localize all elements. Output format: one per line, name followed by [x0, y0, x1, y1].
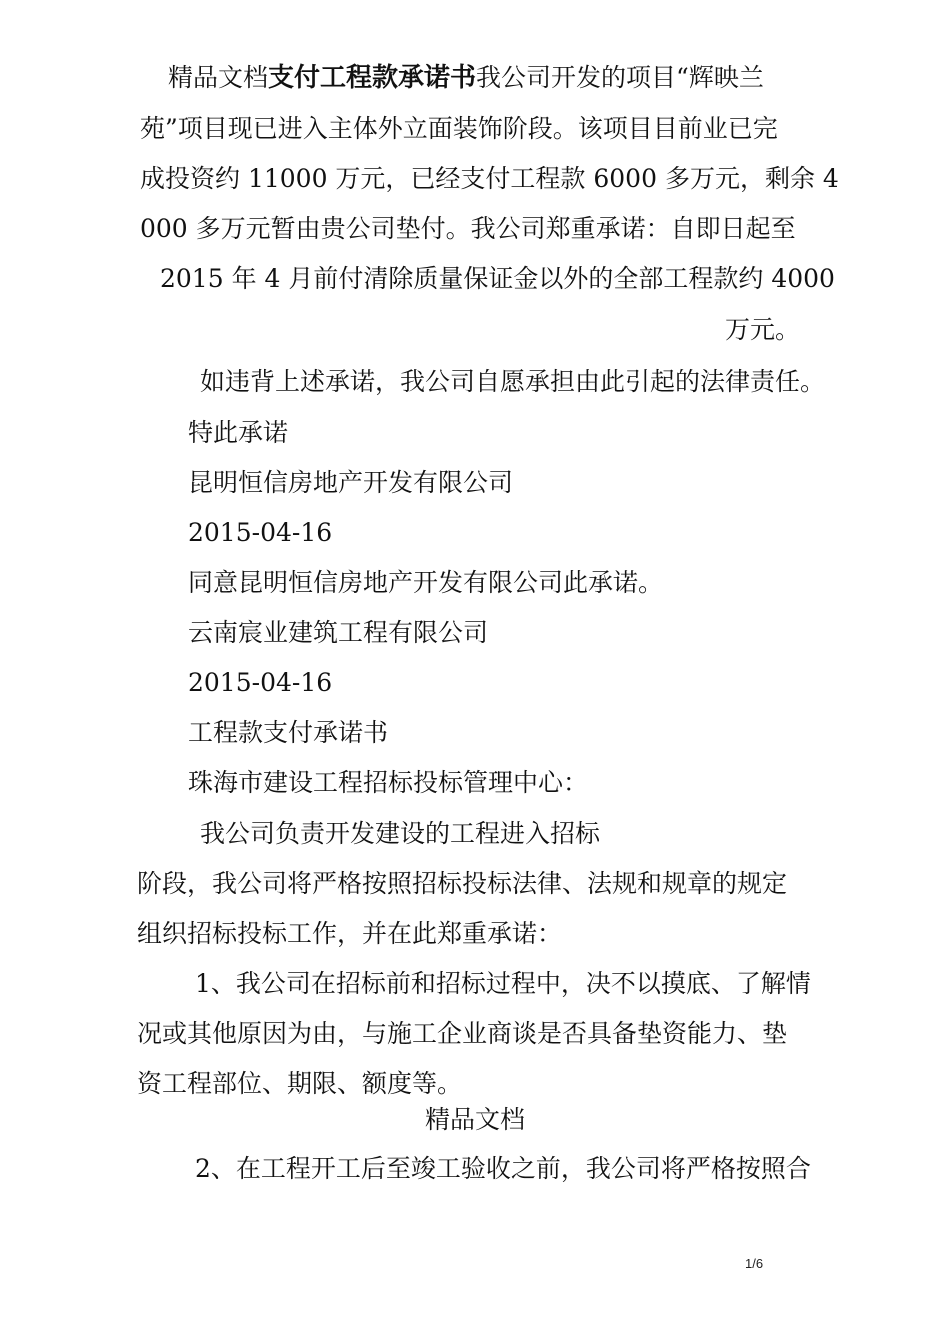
- paragraph-line: 苑”项目现已进入主体外立面装饰阶段。该项目目前业已完: [140, 114, 778, 143]
- paragraph-line: 况或其他原因为由，与施工企业商谈是否具备垫资能力、垫: [137, 1019, 788, 1048]
- paragraph-line: 我公司负责开发建设的工程进入招标: [200, 819, 601, 848]
- footer-label: 精品文档: [425, 1105, 526, 1134]
- second-letter-title: 工程款支付承诺书: [188, 718, 389, 747]
- paragraph-line: 组织招标投标工作，并在此郑重承诺：: [137, 919, 563, 948]
- paragraph-line: 成投资约 11000 万元，已经支付工程款 6000 多万元，剩余 4: [140, 164, 839, 193]
- page-number: 1/6: [745, 1256, 764, 1271]
- paragraph-line: 2015 年 4 月前付清除质量保证金以外的全部工程款约 4000: [160, 264, 835, 293]
- paragraph-line: 资工程部位、期限、额度等。: [137, 1069, 463, 1098]
- paragraph-line: 2、在工程开工后至竣工验收之前，我公司将严格按照合: [195, 1154, 811, 1183]
- paragraph-line: 万元。: [725, 315, 801, 344]
- paragraph-line: 1、我公司在招标前和招标过程中，决不以摸底、了解情: [195, 969, 811, 998]
- consenting-company: 云南宸业建筑工程有限公司: [188, 618, 489, 647]
- signatory-company: 昆明恒信房地产开发有限公司: [188, 468, 514, 497]
- paragraph-line: 如违背上述承诺，我公司自愿承担由此引起的法律责任。: [200, 367, 826, 396]
- signature-date: 2015-04-16: [188, 518, 333, 547]
- consent-date: 2015-04-16: [188, 668, 333, 697]
- consent-statement: 同意昆明恒信房地产开发有限公司此承诺。: [188, 568, 664, 597]
- document-title: 支付工程款承诺书: [268, 63, 477, 93]
- title-line: [168, 62, 764, 94]
- addressee: 珠海市建设工程招标投标管理中心：: [188, 768, 589, 797]
- paragraph-line: 阶段，我公司将严格按照招标投标法律、法规和规章的规定: [137, 869, 788, 898]
- header-label: 精品文档: [168, 63, 269, 92]
- paragraph-line: 我公司开发的项目“辉映兰: [476, 63, 764, 92]
- paragraph-line: 000 多万元暂由贵公司垫付。我公司郑重承诺：自即日起至: [140, 214, 796, 243]
- closing-phrase: 特此承诺: [188, 418, 289, 447]
